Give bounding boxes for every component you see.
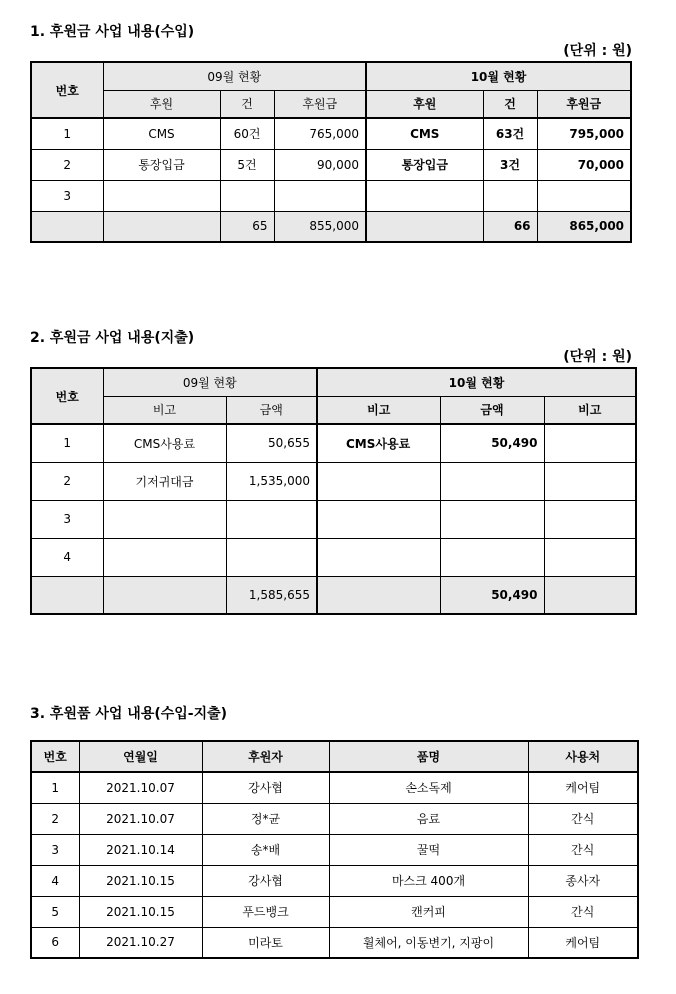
- income-table: [30, 61, 632, 243]
- total-amount-oct: 865,000: [537, 211, 631, 242]
- header-sponsor-oct: 후원: [366, 90, 483, 118]
- table-row: 2 기저귀대금 1,535,000: [31, 462, 636, 500]
- total-amount-oct: 50,490: [440, 576, 544, 614]
- table-row: 6 2021.10.27 미라토 휠체어, 이동변기, 지팡이 케어팀: [31, 927, 638, 958]
- header-period-sep: 09월 현황: [103, 62, 366, 90]
- header-no: 번호: [31, 368, 103, 424]
- header-date: 연월일: [79, 741, 202, 772]
- header-note: 비고: [103, 396, 226, 424]
- table-row: 1 CMS사용료 50,655 CMS사용료 50,490: [31, 424, 636, 462]
- section3-title: 3. 후원품 사업 내용(수입-지출): [30, 706, 228, 722]
- header-amount-oct: 후원금: [537, 90, 631, 118]
- table-row: 1 2021.10.07 강사협 손소독제 케어팀: [31, 772, 638, 803]
- table-row: 5 2021.10.15 푸드뱅크 캔커피 간식: [31, 896, 638, 927]
- expense-table: [30, 367, 637, 615]
- total-count-sep: 65: [220, 211, 274, 242]
- header-item: 품명: [329, 741, 528, 772]
- header-no: 번호: [31, 62, 103, 118]
- table-row: 3: [31, 500, 636, 538]
- header-count: 건: [220, 90, 274, 118]
- header-sponsor: 후원: [103, 90, 220, 118]
- header-note-extra: 비고: [544, 396, 636, 424]
- header-amount: 후원금: [274, 90, 366, 118]
- header-count-oct: 건: [483, 90, 537, 118]
- total-amount-sep: 855,000: [274, 211, 366, 242]
- header-period-oct: 10월 현황: [366, 62, 631, 90]
- section1-title: 1. 후원금 사업 내용(수입): [30, 24, 195, 40]
- header-no: 번호: [31, 741, 79, 772]
- header-usage: 사용처: [528, 741, 638, 772]
- section2-title: 2. 후원금 사업 내용(지출): [30, 330, 195, 346]
- goods-table: [30, 740, 639, 959]
- table-row: 2 2021.10.07 정*균 음료 간식: [31, 803, 638, 834]
- table-row: 3: [31, 180, 631, 211]
- total-row: [31, 576, 636, 614]
- section1-unit: (단위 : 원): [563, 43, 632, 59]
- table-row: 1 CMS 60건 765,000 CMS 63건 795,000: [31, 118, 631, 149]
- header-period-sep: 09월 현황: [103, 368, 317, 396]
- total-row: [31, 211, 631, 242]
- header-note-oct: 비고: [317, 396, 440, 424]
- header-period-oct: 10월 현황: [317, 368, 636, 396]
- table-row: 2 통장입금 5건 90,000 통장입금 3건 70,000: [31, 149, 631, 180]
- total-amount-sep: 1,585,655: [226, 576, 317, 614]
- header-amount: 금액: [226, 396, 317, 424]
- section2-unit: (단위 : 원): [563, 349, 632, 365]
- total-count-oct: 66: [483, 211, 537, 242]
- header-donor: 후원자: [202, 741, 329, 772]
- table-row: 4 2021.10.15 강사협 마스크 400개 종사자: [31, 865, 638, 896]
- header-amount-oct: 금액: [440, 396, 544, 424]
- table-row: 3 2021.10.14 송*배 꿀떡 간식: [31, 834, 638, 865]
- table-row: 4: [31, 538, 636, 576]
